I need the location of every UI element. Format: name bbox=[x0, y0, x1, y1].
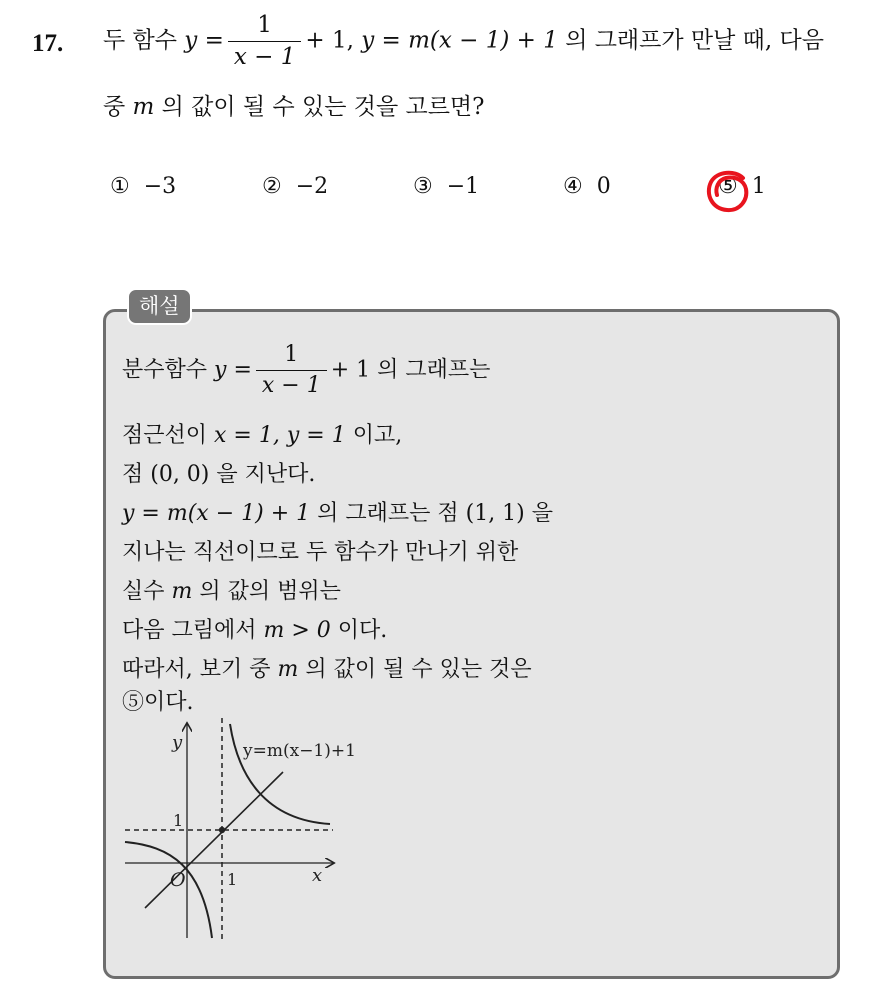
solution-graph bbox=[115, 716, 375, 946]
sol-l4-eq: y = m(x − 1) + 1 bbox=[122, 501, 311, 526]
sol-l6-var: m bbox=[171, 579, 193, 604]
solution-line-3: 점 (0, 0) 을 지난다. bbox=[122, 462, 316, 487]
solution-line-7 bbox=[122, 613, 387, 644]
eq1-denominator: x − 1 bbox=[228, 41, 302, 69]
sol-l2-eq2: y = 1 bbox=[286, 423, 346, 448]
tick-x-label: 1 bbox=[227, 870, 238, 889]
choice-value: 1 bbox=[751, 174, 766, 199]
choice-marker: ④ bbox=[563, 174, 583, 199]
choice-marker: ① bbox=[110, 174, 130, 199]
tick-y-label: 1 bbox=[173, 811, 184, 830]
origin-label: O bbox=[170, 869, 186, 891]
sol-l8-tail: 의 값이 될 수 있는 것은 bbox=[305, 657, 532, 682]
intersection-point bbox=[219, 827, 225, 833]
question-line-1 bbox=[103, 14, 824, 69]
solution-line-2 bbox=[122, 418, 402, 449]
question-line2-lead: 중 bbox=[103, 94, 126, 120]
solution-tag: 해설 bbox=[127, 288, 192, 325]
sol-l7-tail: 이다. bbox=[337, 618, 388, 643]
question-var-m: m bbox=[132, 94, 155, 120]
line-equation-label: y=m(x−1)+1 bbox=[243, 741, 356, 761]
answer-mark-circle bbox=[705, 168, 751, 214]
eq1-lhs: y = bbox=[184, 27, 224, 54]
sol-l1-tail: + 1 의 그래프는 bbox=[330, 357, 491, 383]
choice-marker: ⑤ bbox=[718, 174, 738, 199]
solution-line-4 bbox=[122, 496, 553, 527]
eq2: y = m(x − 1) + 1 bbox=[361, 27, 558, 54]
sol-l6-tail: 의 값의 범위는 bbox=[199, 579, 341, 604]
hyperbola-lower-branch bbox=[125, 842, 212, 938]
choice-3[interactable] bbox=[413, 174, 479, 199]
sol-l1-lead: 분수함수 bbox=[122, 357, 208, 383]
sol-l7-eq: m > 0 bbox=[263, 618, 331, 643]
solution-line-6 bbox=[122, 574, 341, 605]
sol-l8-var: m bbox=[277, 657, 299, 682]
sol-l2-lead: 점근선이 bbox=[122, 423, 208, 448]
choice-2[interactable] bbox=[262, 174, 328, 199]
solution-line-1 bbox=[122, 344, 490, 397]
sol-l2-tail: 이고, bbox=[352, 423, 403, 448]
solution-line-8 bbox=[122, 652, 532, 683]
question-lead: 두 함수 bbox=[103, 27, 177, 54]
eq1-tail: + 1, bbox=[305, 27, 354, 54]
y-axis-label: y bbox=[172, 732, 183, 753]
sol-l2-eq1: x = 1, bbox=[214, 423, 280, 448]
sol-denominator: x − 1 bbox=[256, 370, 327, 397]
sol-l1-lhs: y = bbox=[214, 357, 252, 383]
sol-fraction bbox=[256, 344, 327, 397]
choice-value: 0 bbox=[596, 174, 611, 199]
sol-numerator: 1 bbox=[284, 342, 299, 367]
question-line2-tail: 의 값이 될 수 있는 것을 고르면? bbox=[161, 94, 485, 120]
solution-line-9: ⑤이다. bbox=[122, 690, 194, 715]
question-number: 17. bbox=[32, 30, 64, 57]
answer-mark-stroke bbox=[709, 173, 746, 210]
sol-l7-lead: 다음 그림에서 bbox=[122, 618, 257, 643]
choice-4[interactable] bbox=[563, 174, 611, 199]
question-line1-tail: 의 그래프가 만날 때, 다음 bbox=[565, 27, 824, 54]
sol-l6-lead: 실수 bbox=[122, 579, 165, 604]
eq1-fraction bbox=[228, 14, 302, 69]
eq1-numerator: 1 bbox=[257, 12, 272, 38]
straight-line-graph bbox=[145, 772, 283, 908]
x-axis-label: x bbox=[312, 865, 323, 886]
question-line-2 bbox=[103, 88, 484, 121]
sol-l8-lead: 따라서, 보기 중 bbox=[122, 657, 271, 682]
choice-marker: ② bbox=[262, 174, 282, 199]
sol-l4-tail: 의 그래프는 점 (1, 1) 을 bbox=[317, 501, 554, 526]
choice-value: −1 bbox=[446, 174, 480, 199]
solution-line-5: 지나는 직선이므로 두 함수가 만나기 위한 bbox=[122, 540, 519, 565]
choice-1[interactable] bbox=[110, 174, 176, 199]
choice-value: −2 bbox=[295, 174, 329, 199]
choice-value: −3 bbox=[143, 174, 177, 199]
choice-marker: ③ bbox=[413, 174, 433, 199]
